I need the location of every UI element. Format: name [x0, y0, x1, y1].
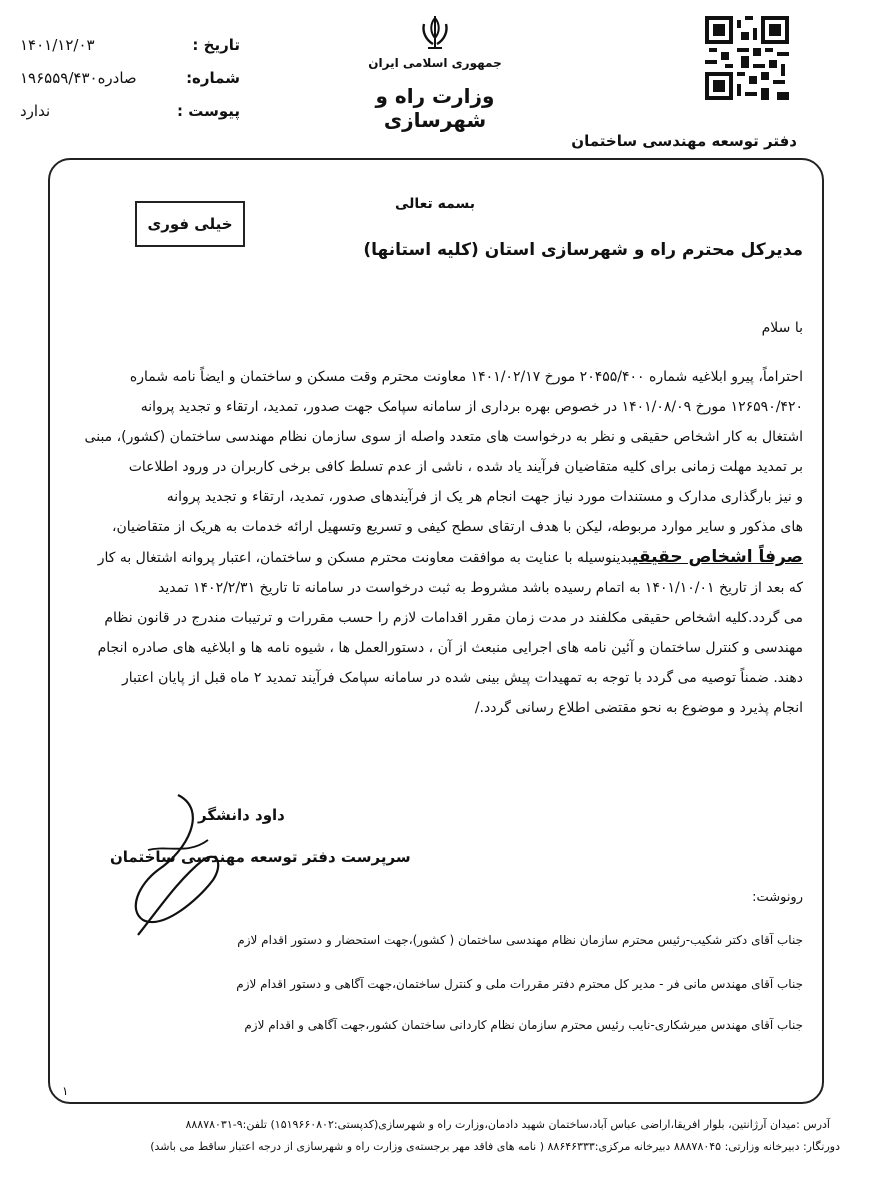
body-line: های مذکور و سایر موارد مربوطه، لیکن با هدف ارتقای سطح کیفی و تسریع وتسهیل ارائه خدمات به هریک از متقاضیان، — [111, 519, 803, 535]
iran-emblem-icon — [418, 14, 452, 54]
body-line: اشتغال به کار اشخاص حقیقی و نظر به درخواست های متعدد واصله از سوی سازمان نظام مهندسی ساختمان (کشور)، مبنی — [84, 429, 803, 445]
date-value: ۱۴۰۱/۱۲/۰۳ — [20, 35, 95, 54]
greeting: با سلام — [761, 320, 803, 336]
body-line: که بعد از تاریخ ۱۴۰۱/۱۰/۰۱ به اتمام رسیده باشد مشروط به ثبت درخواست در سامانه تا تاریخ ۱۴۰۲/۲/۳۱ تمدید — [157, 580, 803, 596]
body-line: انجام پذیرد و موضوع به نحو مقتضی اطلاع رسانی گردد./ — [474, 700, 803, 716]
body-line: ۱۲۶۵۹۰/۴۲۰ مورخ ۱۴۰۱/۰۸/۰۹ در خصوص بهره برداری از سامانه سپامک جهت صدور، تمدید، ارتقاء و تجدید پروانه — [140, 399, 803, 415]
date-label: تاریخ : — [192, 35, 240, 54]
qr-code-icon — [705, 16, 789, 100]
letter-meta — [20, 28, 240, 127]
ministry-title: وزارت راه و شهرسازی — [375, 84, 495, 132]
highlight-natural-persons: صرفاً اشخاص حقیقی — [631, 547, 803, 567]
body-line: می گردد.کلیه اشخاص حقیقی مکلفند در مدت زمان مقرر اقدامات لازم را حسب مقررات و ترتیبات مندرج در قانون نظام — [104, 610, 803, 626]
signer-name: داود دانشگر — [198, 806, 285, 824]
bismillah: بسمه تعالی — [394, 196, 476, 212]
republic-title: جمهوری اسلامی ایران — [368, 56, 502, 70]
body-line: دهند. ضمناً توصیه می گردد با توجه به تمهیدات پیش بینی شده در سامانه سپامک فرآیند تمدید ۲ ماه قبل از پایان اعتبار — [121, 670, 803, 686]
number-value: ۱۹۶۵۵۹/۴۳۰صادره — [20, 68, 137, 87]
body-line — [80, 542, 803, 573]
cc-item: جناب آقای دکتر شکیب-رئیس محترم سازمان نظام مهندسی ساختمان ( کشور)،جهت استحضار و دستور اقدام لازم — [237, 933, 803, 947]
body-line: و نیز بارگذاری مدارک و مستندات مورد نیاز جهت انجام هر یک از فرآیندهای صدور، تمدید، ارتقاء و تجدید پروانه — [166, 489, 803, 505]
signer-title: سرپرست دفتر توسعه مهندسی ساختمان — [110, 848, 411, 866]
body-line: بر تمدید مهلت زمانی برای کلیه متقاضیان فرآیند یاد شده ، ناشی از عدم تسلط کافی برخی کاربران در ورود اطلاعات — [128, 459, 803, 475]
cc-item: جناب آقای مهندس میرشکاری-نایب رئیس محترم سازمان نظام کاردانی ساختمان کشور،جهت آگاهی و اقدام لازم — [244, 1018, 803, 1032]
footer-address: آدرس :میدان آرژانتین، بلوار افریقا،اراضی عباس آباد،ساختمان شهید دادمان،وزارت راه و شهرسازی(کدپستی:۱۵۱۹۶۶۰۸۰۲) تلفن:۹-۸۸۸۷۸۰۳۱ — [185, 1118, 830, 1131]
number-label: شماره: — [186, 68, 240, 87]
attachment-value: ندارد — [20, 101, 51, 120]
letter-body — [80, 362, 803, 723]
urgency-box — [135, 201, 245, 247]
cc-item: جناب آقای مهندس مانی فر - مدیر کل محترم دفتر مقررات ملی و کنترل ساختمان،جهت آگاهی و دستور اقدام لازم — [236, 977, 803, 991]
recipient: مدیرکل محترم راه و شهرسازی استان (کلیه استانها) — [363, 240, 803, 260]
attachment-row — [20, 94, 240, 127]
office-title: دفتر توسعه مهندسی ساختمان — [571, 132, 797, 150]
urgency-label: خیلی فوری — [147, 215, 233, 233]
cc-heading: رونوشت: — [752, 890, 803, 905]
body-line-part: بدینوسیله با عنایت به موافقت معاونت محترم مسکن و ساختمان، اعتبار پروانه اشتغال به کار — [97, 550, 632, 566]
attachment-label: پیوست : — [176, 101, 240, 120]
body-line: احتراماً، پیرو ابلاغیه شماره ۲۰۴۵۵/۴۰۰ مورخ ۱۴۰۱/۰۲/۱۷ معاونت محترم وقت مسکن و ساختمان و ایضاً نامه شماره — [129, 369, 803, 385]
body-line: مهندسی و کنترل ساختمان و آئین نامه های اجرایی منبعث از آن ، دستورالعمل ها ، شیوه نامه ها و ابلاغیه های صادره انجام — [97, 640, 803, 656]
date-row — [20, 28, 240, 61]
page-number: ۱ — [62, 1084, 69, 1098]
footer-fax: دورنگار: دبیرخانه وزارتی: ۸۸۸۷۸۰۴۵ دبیرخانه مرکزی:۸۸۶۴۶۳۳۳ ( نامه های فاقد مهر برجسته‌ی وزارت راه و شهرسازی از درجه اعتبار ساقط می باشد) — [150, 1140, 840, 1153]
number-row — [20, 61, 240, 94]
